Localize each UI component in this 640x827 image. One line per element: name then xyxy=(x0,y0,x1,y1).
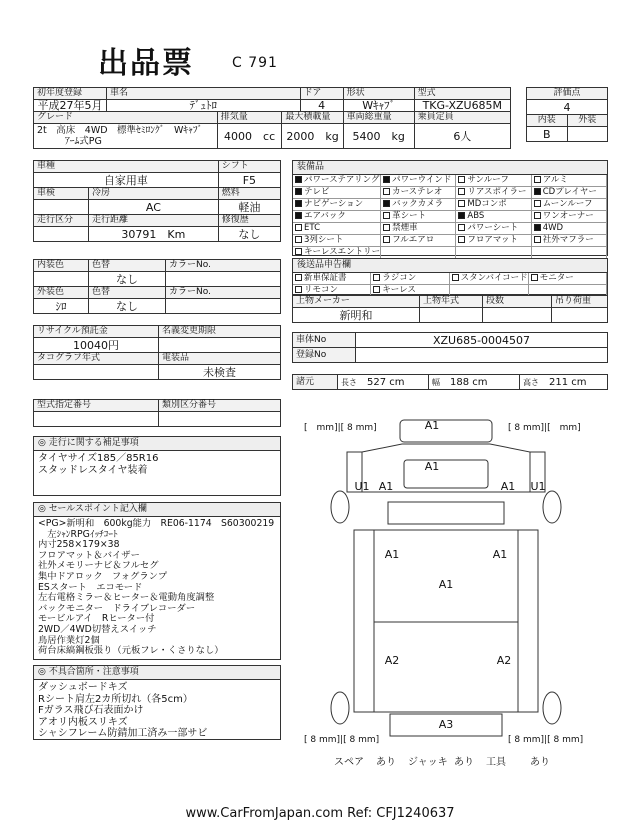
route-value xyxy=(34,227,89,242)
equipment-item xyxy=(456,175,531,187)
equipment-item xyxy=(293,199,381,211)
score-table xyxy=(526,87,608,142)
wheel-rear-right xyxy=(543,692,561,724)
tire-rr-unit-a: mm xyxy=(522,735,541,745)
int-cno-value: なし xyxy=(89,272,166,287)
tire-fl-reading: [ mm]|[ 8 mm] xyxy=(304,423,377,433)
wheel-rear-left xyxy=(331,692,349,724)
checkbox-icon xyxy=(373,274,380,281)
jack-label: ジャッキ xyxy=(408,757,448,768)
notes-sales xyxy=(33,502,281,660)
cap-value: 6人 xyxy=(414,124,510,149)
tire-rl-unit-a: mm xyxy=(318,735,337,745)
interior-value: B xyxy=(527,127,568,142)
equipment-label: ワンオーナー xyxy=(542,211,594,221)
checkbox-icon xyxy=(383,176,390,183)
spare-value: あり xyxy=(376,757,396,768)
doors-value: 4 xyxy=(300,100,343,112)
note-line: 左ｼｬﾝRPGｲｯﾁｺｰﾄ xyxy=(38,528,118,540)
equipment-label: ABS xyxy=(467,211,485,221)
equipment-label: 3列シート xyxy=(304,235,344,245)
hood xyxy=(388,502,504,524)
namechg-label: 名義変更期限 xyxy=(159,326,281,338)
maxload-value xyxy=(282,124,343,149)
equipment-label: アルミ xyxy=(542,175,568,185)
equipment-label: 新車保証書 xyxy=(304,273,347,283)
len-cell xyxy=(338,375,429,390)
note-line: Rシート肩左2カ所切れ（各5cm） xyxy=(38,693,193,705)
note-line: 鳥居作業灯2個 xyxy=(38,634,100,646)
equipment-item xyxy=(371,273,449,285)
equipment-label: ラジコン xyxy=(382,273,417,283)
equipment-label: 禁煙車 xyxy=(392,223,418,233)
notes-defects-body xyxy=(34,680,280,742)
route-label: 走行区分 xyxy=(34,215,89,227)
checkbox-icon xyxy=(531,274,538,281)
mark-a2-bed-left: A2 xyxy=(384,654,400,667)
equipment-item xyxy=(381,175,456,187)
gross-unit: kg xyxy=(391,129,405,143)
mileage-unit: Km xyxy=(167,227,186,241)
hang-label: 吊り荷重 xyxy=(552,296,608,308)
recycle-label: リサイクル預託金 xyxy=(34,326,159,338)
note-line: バックモニター ドライブレコーダー xyxy=(38,602,196,614)
checkbox-icon xyxy=(458,212,465,219)
checkbox-icon xyxy=(458,200,465,207)
equipment-item xyxy=(532,187,607,199)
year-label: 上物年式 xyxy=(420,296,483,308)
equipment-item xyxy=(532,211,607,223)
mark-a3-gate: A3 xyxy=(438,718,454,731)
shift-label: シフト xyxy=(218,161,280,173)
checkbox-icon xyxy=(458,236,465,243)
int-cno-label: 色替 xyxy=(89,260,166,272)
first-reg-value: 平成27年5月 xyxy=(34,100,107,112)
shape-value: Wｷｬﾌﾞ xyxy=(343,100,414,112)
tacho-value xyxy=(34,365,159,380)
equipment-item xyxy=(293,211,381,223)
mileage-number: 30791 xyxy=(121,227,157,241)
height-cell xyxy=(520,375,608,390)
use-value: 自家用車 xyxy=(34,173,219,188)
equipment-item xyxy=(381,199,456,211)
equipment-label: サンルーフ xyxy=(467,175,509,185)
equipment-item xyxy=(381,187,456,199)
equipment-item xyxy=(293,273,371,285)
ext-colorno-value xyxy=(166,299,281,314)
note-line: フロアマット＆バイザー xyxy=(38,549,140,561)
equipment-label: ムーンルーフ xyxy=(542,199,593,209)
hang-value xyxy=(552,308,608,323)
equipment-label: モニター xyxy=(539,273,574,283)
equipment-label: パワーシート xyxy=(467,223,519,233)
note-line: シャシフレーム防錆加工済み一部サビ xyxy=(38,728,208,739)
model-label: 車名 xyxy=(107,88,301,100)
equipment-label: フロアマット xyxy=(467,235,519,245)
checkbox-icon xyxy=(295,176,302,183)
equipment-label: 革シート xyxy=(392,211,427,221)
ext-colorno-label: カラーNo. xyxy=(166,287,281,299)
mark-a2-bed-right: A2 xyxy=(496,654,512,667)
note-line: Fガラス飛び石表面かけ xyxy=(38,705,144,716)
checkbox-icon xyxy=(383,224,390,231)
maxload-unit: kg xyxy=(325,129,339,143)
page-title: 出品票 xyxy=(98,46,194,81)
checkbox-icon xyxy=(295,212,302,219)
score-label: 評価点 xyxy=(527,88,608,100)
dims-label: 諸元 xyxy=(293,375,338,390)
repair-label: 修復歴 xyxy=(218,215,280,227)
checkbox-icon xyxy=(295,274,302,281)
dims-table xyxy=(292,374,608,390)
mark-a1-windshield: A1 xyxy=(424,460,440,473)
equipment-item xyxy=(293,235,381,247)
equipment-label: ナビゲーション xyxy=(304,199,364,209)
equipment-item xyxy=(456,199,531,211)
ac-label: 冷房 xyxy=(89,188,219,200)
chassis-value: XZU685-0004507 xyxy=(356,333,608,348)
year-value xyxy=(420,308,483,323)
score-value: 4 xyxy=(527,100,608,115)
width-value: 188 xyxy=(450,376,470,388)
checkbox-icon xyxy=(295,224,302,231)
first-reg-label: 初年度登録 xyxy=(34,88,107,100)
wheel-front-right xyxy=(543,491,561,523)
note-line: 集中ドアロック フォグランプ xyxy=(38,570,168,582)
maker-label: 上物メーカー xyxy=(293,296,420,308)
tire-fr-mm: 8 xyxy=(514,423,521,433)
windshield xyxy=(404,460,488,488)
bed-side-left xyxy=(354,530,374,712)
steps-value xyxy=(483,308,552,323)
equipment-item xyxy=(456,235,531,247)
notes-driving-body xyxy=(34,451,280,478)
gross-label: 車両総重量 xyxy=(343,112,414,124)
recycle-number: 10040 xyxy=(73,338,108,352)
disp-unit: cc xyxy=(263,129,276,143)
note-line: スタッドレスタイヤ装着 xyxy=(38,464,148,476)
tire-rl-unit-b: mm xyxy=(358,735,376,745)
reg-value xyxy=(356,348,608,363)
mileage-label: 走行距離 xyxy=(89,215,219,227)
spare-label: スペア xyxy=(334,757,364,768)
clsno-value xyxy=(159,412,281,427)
steps-label: 段数 xyxy=(483,296,552,308)
disp-number: 4000 xyxy=(224,129,253,143)
tire-rr-reading: [ 8 mm]|[ 8 mm] xyxy=(508,735,584,745)
disp-value xyxy=(217,124,282,149)
ecard-value: 未検査 xyxy=(159,365,281,380)
maxload-number: 2000 xyxy=(286,129,315,143)
width-label: 幅 xyxy=(432,377,440,387)
height-label: 高さ xyxy=(523,377,539,387)
len-label: 長さ xyxy=(341,377,357,387)
mark-a1-right: A1 xyxy=(500,480,516,493)
fuel-value: 軽油 xyxy=(218,200,280,215)
note-line: 社外メモリーナビ＆フルセグ xyxy=(38,560,159,572)
tire-rr-mm: 8 xyxy=(514,735,521,745)
notes-sales-body xyxy=(34,517,280,659)
checkbox-icon xyxy=(295,286,302,293)
mark-u1-left: U1 xyxy=(354,480,370,493)
sheet-code: C 791 xyxy=(232,55,278,71)
info-table xyxy=(33,160,281,242)
checkbox-icon xyxy=(534,176,541,183)
checkbox-icon xyxy=(383,212,390,219)
use-label: 車種 xyxy=(34,161,219,173)
checkbox-icon xyxy=(534,188,541,195)
equipment-item xyxy=(293,187,381,199)
equipment-title: 装備品 xyxy=(293,161,607,175)
checkbox-icon xyxy=(295,236,302,243)
equipment-item xyxy=(381,235,456,247)
gross-value xyxy=(343,124,414,149)
cls-value xyxy=(34,200,89,215)
equipment-label: パワーウインド xyxy=(392,175,452,185)
tire-fr-reading: [ 8 mm]|[ mm] xyxy=(508,423,581,433)
tire-rr-mm2: 8 xyxy=(553,735,560,745)
checkbox-icon xyxy=(383,200,390,207)
int-colorno-value xyxy=(166,272,281,287)
equipment-item xyxy=(381,223,456,235)
wheel-front-left xyxy=(331,491,349,523)
grade-value xyxy=(34,124,218,149)
bed-side-right xyxy=(518,530,538,712)
equipment-label: エアバック xyxy=(304,211,346,221)
checkbox-icon xyxy=(383,188,390,195)
note-line: モービルアイ Rヒーター付 xyxy=(38,613,155,625)
checkbox-icon xyxy=(458,176,465,183)
checkbox-icon xyxy=(534,212,541,219)
int-colorno-label: カラーNo. xyxy=(166,260,281,272)
ext-cno-value: なし xyxy=(89,299,166,314)
cls-label: 車検 xyxy=(34,188,89,200)
note-line: 荷台床縞鋼板張り（元板フレ・くさりなし） xyxy=(38,645,224,657)
len-value: 527 xyxy=(367,376,387,388)
extcolor-label: 外装色 xyxy=(34,287,89,299)
equipment-label: リモコン xyxy=(304,285,339,295)
chassis-table xyxy=(292,332,608,363)
mark-a1-bed-center: A1 xyxy=(438,578,454,591)
intcolor-value xyxy=(34,272,89,287)
checkbox-icon xyxy=(295,200,302,207)
tire-rl-mm2: 8 xyxy=(349,735,356,745)
mark-a1-bed-left: A1 xyxy=(384,548,400,561)
height-unit: cm xyxy=(571,376,587,388)
equipment-item xyxy=(450,273,529,285)
tire-rr-unit-b: mm xyxy=(562,735,580,745)
equipment-item xyxy=(293,223,381,235)
tools-label: 工具 xyxy=(486,757,506,768)
equipment-label: テレビ xyxy=(304,187,330,197)
equipment-label: CDプレイヤー xyxy=(542,187,597,197)
note-line: 左右電格ミラー＆ヒーター＆電動角度調整 xyxy=(38,592,215,604)
footer-ref: www.CarFromJapan.com Ref: CFJ1240637 xyxy=(185,806,455,821)
extcolor-value: ｼﾛ xyxy=(34,299,89,314)
equipment-item xyxy=(381,211,456,223)
spec-table xyxy=(33,87,511,149)
cab-roof xyxy=(400,420,492,442)
shift-value: F5 xyxy=(218,173,280,188)
equipment-label: 4WD xyxy=(542,223,564,233)
width-unit: cm xyxy=(472,376,488,388)
equipment-section xyxy=(292,160,608,256)
tacho-label: タコグラフ年式 xyxy=(34,353,159,365)
recycle-table xyxy=(33,325,281,380)
type-value: TKG-XZU685M xyxy=(414,100,510,112)
tire-fl-unit-b: mm xyxy=(355,423,374,433)
notes-defects xyxy=(33,665,281,740)
note-line: ESスタート エコモード xyxy=(38,581,143,593)
docs-section xyxy=(292,258,608,295)
mark-a1-bed-right: A1 xyxy=(492,548,508,561)
tire-fr-unit-a: mm xyxy=(522,423,541,433)
equipment-item xyxy=(456,223,531,235)
repair-value: なし xyxy=(218,227,280,242)
namechg-value xyxy=(159,338,281,353)
equipment-item xyxy=(456,187,531,199)
gross-number: 5400 xyxy=(352,129,381,143)
equipment-item xyxy=(532,199,607,211)
model-value: ﾃﾞｭﾄﾛ xyxy=(107,100,301,112)
interior-label: 内装 xyxy=(527,115,568,127)
tire-fr-unit-b: mm xyxy=(559,423,578,433)
checkbox-icon xyxy=(458,224,465,231)
cap-label: 乗員定員 xyxy=(414,112,510,124)
typeno-label: 型式指定番号 xyxy=(34,400,159,412)
cab-sides xyxy=(347,452,545,492)
checkbox-icon xyxy=(534,236,541,243)
equipment-label: スタンバイコード xyxy=(460,273,528,283)
equipment-item xyxy=(532,235,607,247)
docs-grid xyxy=(293,273,607,297)
recycle-unit: 円 xyxy=(108,338,119,352)
checkbox-icon xyxy=(383,236,390,243)
notes-driving-title: ◎ 走行に関する補足事項 xyxy=(34,437,280,451)
notes-driving xyxy=(33,436,281,496)
disp-label: 排気量 xyxy=(217,112,282,124)
equipment-item xyxy=(532,223,607,235)
note-line: アオリ内板スリキズ xyxy=(38,716,128,728)
ac-value: AC xyxy=(89,200,219,215)
note-line: タイヤサイズ185／85R16 xyxy=(38,453,159,464)
tire-rl-mm: 8 xyxy=(310,735,317,745)
exterior-value xyxy=(567,127,608,142)
equipment-label: MDコンポ xyxy=(467,199,507,209)
recycle-value xyxy=(34,338,159,353)
mark-a1-left: A1 xyxy=(378,480,394,493)
type-label: 型式 xyxy=(414,88,510,100)
equipment-item xyxy=(293,175,381,187)
equipment-item xyxy=(529,273,607,285)
checkbox-icon xyxy=(452,274,459,281)
intcolor-label: 内装色 xyxy=(34,260,89,272)
tools-value: あり xyxy=(530,757,550,768)
body-table xyxy=(292,295,608,323)
clsno-label: 類別区分番号 xyxy=(159,400,281,412)
doors-label: ドア xyxy=(300,88,343,100)
equipment-label: リアスポイラー xyxy=(467,187,527,197)
checkbox-icon xyxy=(534,224,541,231)
note-line: 内寸258×179×38 xyxy=(38,539,120,551)
ecard-label: 電装品 xyxy=(159,353,281,365)
shape-label: 形状 xyxy=(343,88,414,100)
equipment-grid xyxy=(293,175,607,259)
maker-value: 新明和 xyxy=(293,308,420,323)
chassis-label: 車体No xyxy=(293,333,356,348)
mark-u1-right: U1 xyxy=(530,480,546,493)
note-line: ダッシュボードキズ xyxy=(38,682,128,693)
notes-defects-title: ◎ 不具合箇所・注意事項 xyxy=(34,666,280,680)
equipment-label: フルエアロ xyxy=(392,235,435,245)
equipment-item xyxy=(456,211,531,223)
height-value: 211 xyxy=(549,376,569,388)
equipment-label: パワーステアリング xyxy=(304,175,380,185)
reg-label: 登録No xyxy=(293,348,356,363)
typeno-table xyxy=(33,399,281,427)
maxload-label: 最大積載量 xyxy=(282,112,343,124)
checkbox-icon xyxy=(373,286,380,293)
checkbox-icon xyxy=(295,188,302,195)
checkbox-icon xyxy=(295,248,302,255)
exterior-label: 外装 xyxy=(567,115,608,127)
docs-title: 後送品申告欄 xyxy=(293,259,607,273)
grade-line2: ｱｰﾑ式PG xyxy=(65,136,102,147)
note-line: <PG>新明和 600kg能力 RE06-1174 S60300219 xyxy=(38,518,275,529)
jack-value: あり xyxy=(454,757,474,768)
mileage-value xyxy=(89,227,219,242)
color-table xyxy=(33,259,281,314)
checkbox-icon xyxy=(458,188,465,195)
grade-label: グレード xyxy=(34,112,218,124)
equipment-label: バックカメラ xyxy=(392,199,444,209)
equipment-label: ETC xyxy=(304,223,320,233)
fuel-label: 燃料 xyxy=(218,188,280,200)
mark-a1-roof: A1 xyxy=(424,419,440,432)
equipment-label: キーレスエントリー xyxy=(304,247,381,257)
ext-cno-label: 色替 xyxy=(89,287,166,299)
equipment-item xyxy=(532,175,607,187)
tire-rl-reading: [ 8 mm]|[ 8 mm] xyxy=(304,735,380,745)
tire-fl-mm: 8 xyxy=(346,423,353,433)
tire-fl-unit-a: mm xyxy=(316,423,335,433)
damage-diagram xyxy=(292,412,608,772)
notes-sales-title: ◎ セールスポイント記入欄 xyxy=(34,503,280,517)
equipment-label: 社外マフラー xyxy=(542,235,594,245)
typeno-value xyxy=(34,412,159,427)
note-line: 2WD／4WD切替えスイッチ xyxy=(38,623,157,635)
width-cell xyxy=(429,375,520,390)
len-unit: cm xyxy=(389,376,405,388)
grade-line1: 2t 高床 4WD 標準ｾﾐﾛﾝｸﾞ Wｷｬﾌﾞ xyxy=(37,125,203,136)
checkbox-icon xyxy=(534,200,541,207)
equipment-label: カーステレオ xyxy=(392,187,443,197)
equipment-label: キーレス xyxy=(382,285,416,295)
